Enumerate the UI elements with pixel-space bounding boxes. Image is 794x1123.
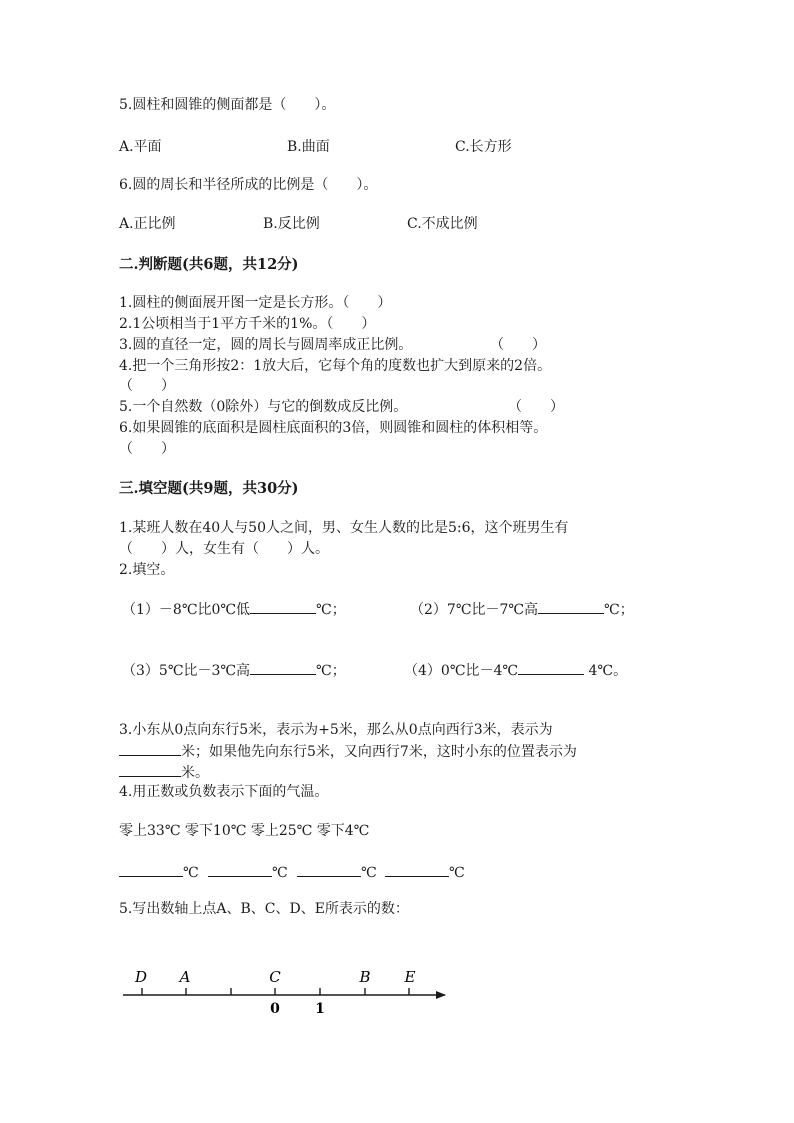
q5-option-c: C.长方形 (455, 139, 512, 155)
answer-blank[interactable] (250, 660, 316, 675)
judge-item-5-paren: （ ） (508, 399, 564, 415)
fill-q4-temps: 零上33℃ 零下10℃ 零上25℃ 零下4℃ (119, 823, 370, 839)
fill-q4-answer-4: ℃ (385, 862, 465, 882)
fill-q3-line2: 米；如果他先向东行5米，又向西行7米，这时小东的位置表示为 (119, 741, 577, 761)
section-fill-title: 三.填空题(共9题，共30分) (119, 480, 299, 497)
fill-q2-title: 2.填空。 (119, 562, 175, 578)
question-6-stem: 6.圆的周长和半径所成的比例是（ ）。 (119, 177, 378, 193)
judge-item-2: 2.1公顷相当于1平方千米的1%。（ ） (119, 316, 376, 332)
answer-blank[interactable] (297, 862, 361, 877)
fill-q1-line2: （ ）人，女生有（ ）人。 (119, 541, 329, 557)
point-label-e: E (404, 968, 416, 986)
judge-item-6: 6.如果圆锥的底面积是圆柱底面积的3倍，则圆锥和圆柱的体积相等。 (119, 420, 548, 436)
judge-item-1: 1.圆柱的侧面展开图一定是长方形。（ ） (119, 295, 392, 311)
answer-blank[interactable] (538, 599, 604, 614)
point-label-c: C (269, 968, 281, 986)
fill-q4-answer-1: ℃ (119, 862, 199, 882)
section-judge-title: 二.判断题(共6题，共12分) (119, 256, 299, 273)
judge-item-4-paren: （ ） (119, 378, 175, 394)
answer-blank[interactable] (119, 862, 183, 877)
fill-q2-part-1: （1）－8℃比0℃低 ℃； (122, 599, 346, 619)
q6-option-c: C.不成比例 (407, 216, 478, 232)
fill-q5-title: 5.写出数轴上点A、B、C、D、E所表示的数： (119, 901, 409, 917)
fill-q2-part-2: （2）7℃比－7℃高 ℃； (410, 599, 634, 619)
q6-option-a: A.正比例 (119, 216, 176, 232)
fill-q3-line1: 3.小东从0点向东行5米，表示为+5米，那么从0点向西行3米，表示为 (119, 722, 553, 738)
q5-option-b: B.曲面 (287, 139, 330, 155)
answer-blank[interactable] (119, 762, 181, 777)
fill-q4-answer-2: ℃ (208, 862, 288, 882)
judge-item-4: 4.把一个三角形按2：1放大后，它每个角的度数也扩大到原来的2倍。 (119, 358, 552, 374)
answer-blank[interactable] (208, 862, 272, 877)
point-label-a: A (179, 968, 191, 986)
judge-item-5: 5.一个自然数（0除外）与它的倒数成反比例。 (119, 399, 408, 415)
answer-blank[interactable] (518, 660, 584, 675)
fill-q2-part-3: （3）5℃比－3℃高 ℃； (122, 660, 346, 680)
fill-q4-answer-3: ℃ (297, 862, 377, 882)
answer-blank[interactable] (385, 862, 449, 877)
judge-item-6-paren: （ ） (119, 441, 175, 457)
judge-item-3-paren: （ ） (490, 337, 546, 353)
point-label-d: D (134, 968, 148, 986)
number-one: 1 (315, 1001, 325, 1017)
fill-q2-part-4: （4）0℃比－4℃ 4℃。 (404, 660, 627, 680)
fill-q3-line3: 米。 (119, 762, 209, 782)
fill-q1-line1: 1.某班人数在40人与50人之间，男、女生人数的比是5:6，这个班男生有 (119, 520, 569, 536)
question-5-stem: 5.圆柱和圆锥的侧面都是（ ）。 (119, 97, 336, 113)
number-zero: 0 (270, 1001, 280, 1017)
answer-blank[interactable] (119, 741, 181, 756)
answer-blank[interactable] (250, 599, 316, 614)
q5-option-a: A.平面 (119, 139, 162, 155)
point-label-b: B (359, 968, 371, 986)
judge-item-3: 3.圆的直径一定，圆的周长与圆周率成正比例。 (119, 337, 413, 353)
q6-option-b: B.反比例 (263, 216, 320, 232)
number-line (115, 960, 455, 1022)
fill-q4-title: 4.用正数或负数表示下面的气温。 (119, 784, 329, 800)
